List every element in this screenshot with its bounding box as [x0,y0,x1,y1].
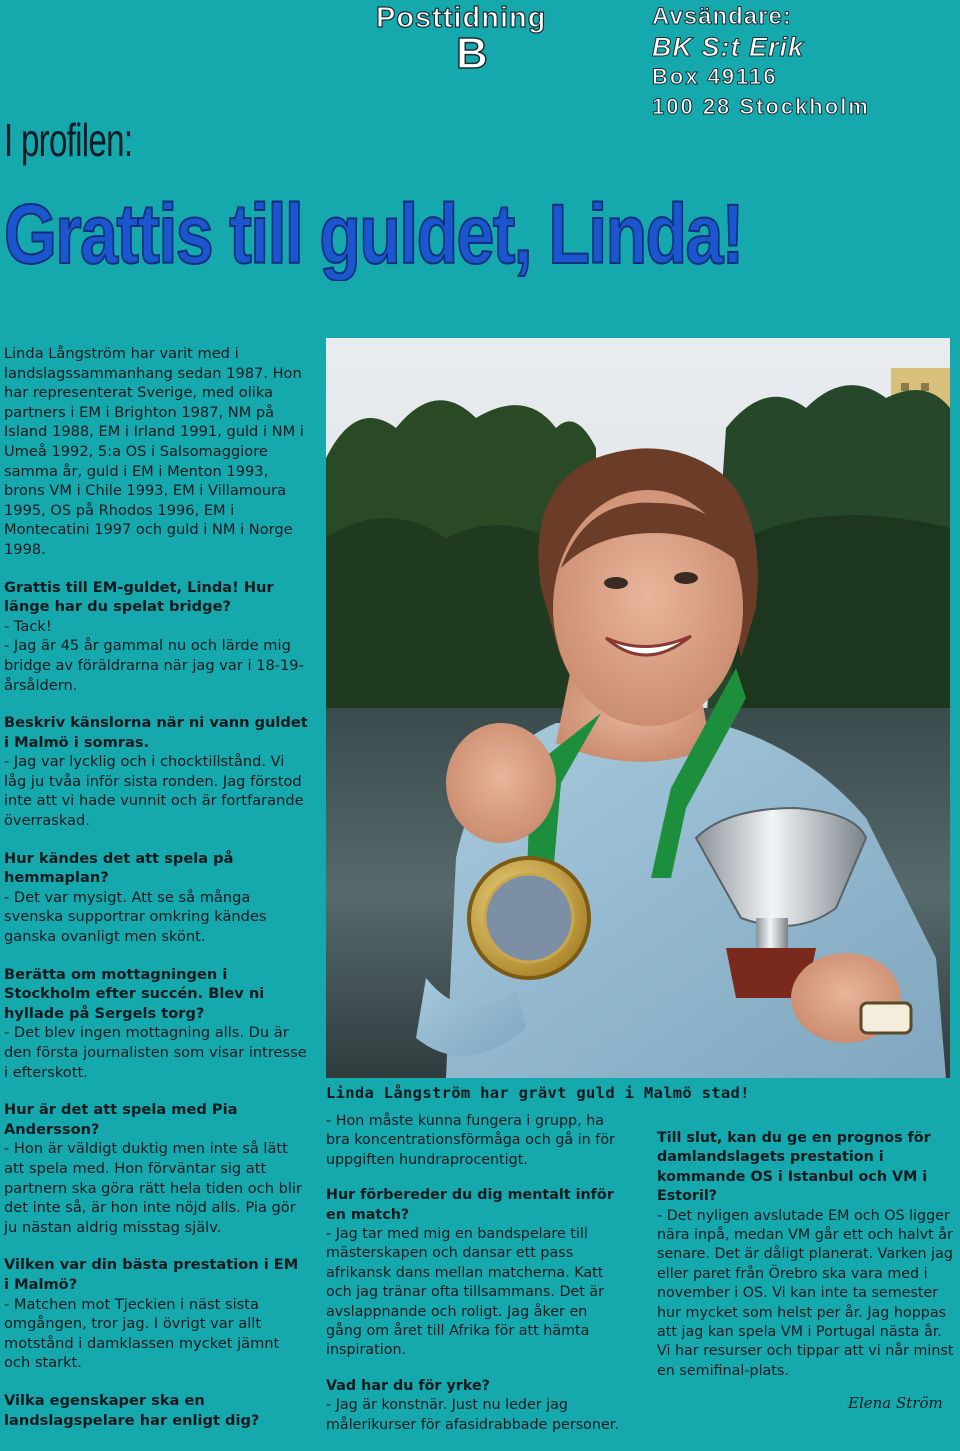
answer-text: - Jag är konstnär. Just nu leder jag målerikurser för afasidrabbade personer. [326,1397,619,1433]
answer-text: - Matchen mot Tjeckien i näst sista omgången, tror jag. I övrigt var allt motstånd i damklassen mycket jämnt och starkt. [4,1295,280,1372]
right-column [657,1129,957,1399]
answer-text: - Jag var lycklig och i chocktillstånd. Vi låg ju tvåa inför sista ronden. Jag förstod inte att vi hade vunnit och är fortfarande överraskad. [4,753,304,830]
post-class-label: B [456,29,488,78]
question-text: Hur förbereder du dig mentalt inför en match? [326,1187,614,1223]
qa-item [326,1377,626,1435]
left-column [4,344,308,1448]
sender-address [652,2,870,122]
question-text: Hur är det att spela med Pia Andersson? [4,1101,238,1138]
question-text: Beskriv känslorna när ni vann guldet i Malmö i somras. [4,714,308,751]
answer-text: - Jag tar med mig en bandspelare till mästerskapen och dansar ett pass afrikansk dans mellan matcherna. Katt och jag tränar ofta tillsammans. Det är avslappnande och roligt. Jag åker en gång om året till Afrika för att hämta inspiration. [326,1226,605,1359]
portrait-photo [326,338,950,1078]
sender-label: Avsändare: [652,3,792,30]
question-text: Hur kändes det att spela på hemmaplan? [4,849,234,887]
middle-column [326,1112,626,1451]
qa-item [4,1255,308,1373]
qa-item [4,1391,308,1430]
answer-text: - Tack! - Jag är 45 år gammal nu och lärde mig bridge av föräldrarna när jag var i 18-19-årsåldern. [4,617,304,694]
photo-caption: Linda Långström har grävt guld i Malmö stad! [326,1084,750,1102]
sender-city: 100 28 Stockholm [652,94,870,119]
qa-item [4,713,308,831]
qa-item [4,578,308,696]
sender-box: Box 49116 [652,64,778,89]
sender-name: BK S:t Erik [652,32,805,62]
right-qa-list [657,1129,957,1381]
question-text: Vilken var din bästa prestation i EM i Malmö? [4,1256,299,1293]
qa-item [326,1112,626,1170]
posttidning-label: Posttidning [376,2,547,34]
author-signature: Elena Ström [848,1394,943,1412]
mid-qa-list [326,1112,626,1435]
answer-text: - Hon måste kunna fungera i grupp, ha bra koncentrationsförmåga och gå in för uppgiften hundraprocentigt. [326,1113,615,1168]
question-text: Vad har du för yrke? [326,1377,490,1394]
question-text: Berätta om mottagningen i Stockholm efter succén. Blev ni hyllade på Sergels torg? [4,965,265,1022]
answer-text: - Det blev ingen mottagning alls. Du är den första journalisten som visar intresse i efterskott. [4,1024,307,1081]
qa-item [4,965,308,1083]
intro-paragraph: Linda Långström har varit med i landslagssammanhang sedan 1987. Hon har representerat Sverige, med olika partners i EM i Brighton 1987, NM på Island 1988, EM i Irland 1991, guld i NM i Umeå 1992, 5:a OS i Salsomaggiore samma år, guld i EM i Menton 1993, brons VM i Chile 1993, EM i Villamoura 1995, OS på Rhodos 1996, EM i Montecatini 1997 och guld i NM i Norge 1998. [4,345,304,558]
question-text: Vilka egenskaper ska en landslagspelare har enligt dig? [4,1391,260,1429]
question-text: Grattis till EM-guldet, Linda! Hur länge har du spelat bridge? [4,578,274,616]
qa-item [4,849,308,947]
qa-item [326,1186,626,1361]
qa-item [657,1129,957,1381]
answer-text: - Det nyligen avslutade EM och OS ligger nära inpå, medan VM går ett och halvt år senare. Det är dåligt planerat. Varken jag eller paret från Örebro ska vara med i november i OS. Vi kan inte ta semester hur mycket som helst per år. Jag hoppas att jag kan spela VM i Portugal nästa år. Vi har resurser och tippar att vi når minst en semifinal-plats. [657,1207,954,1379]
left-qa-list [4,578,308,1431]
answer-text: - Det var mysigt. Att se så många svenska supportrar omkring kändes ganska ovanligt men skönt. [4,888,267,946]
section-label: I profilen: [4,114,133,166]
page-title: Grattis till guldet, Linda! [4,187,743,281]
qa-item [4,1100,308,1237]
answer-text: - Hon är väldigt duktig men inte så lätt att spela med. Hon förväntar sig att partnern ska göra rätt hela tiden och blir det inte så, är hon inte nöjd alls. Pia gör ju nästan aldrig misstag själv. [4,1140,302,1236]
question-text: Till slut, kan du ge en prognos för damlandslagets prestation i kommande OS i Istanbul och VM i Estoril? [657,1130,931,1205]
